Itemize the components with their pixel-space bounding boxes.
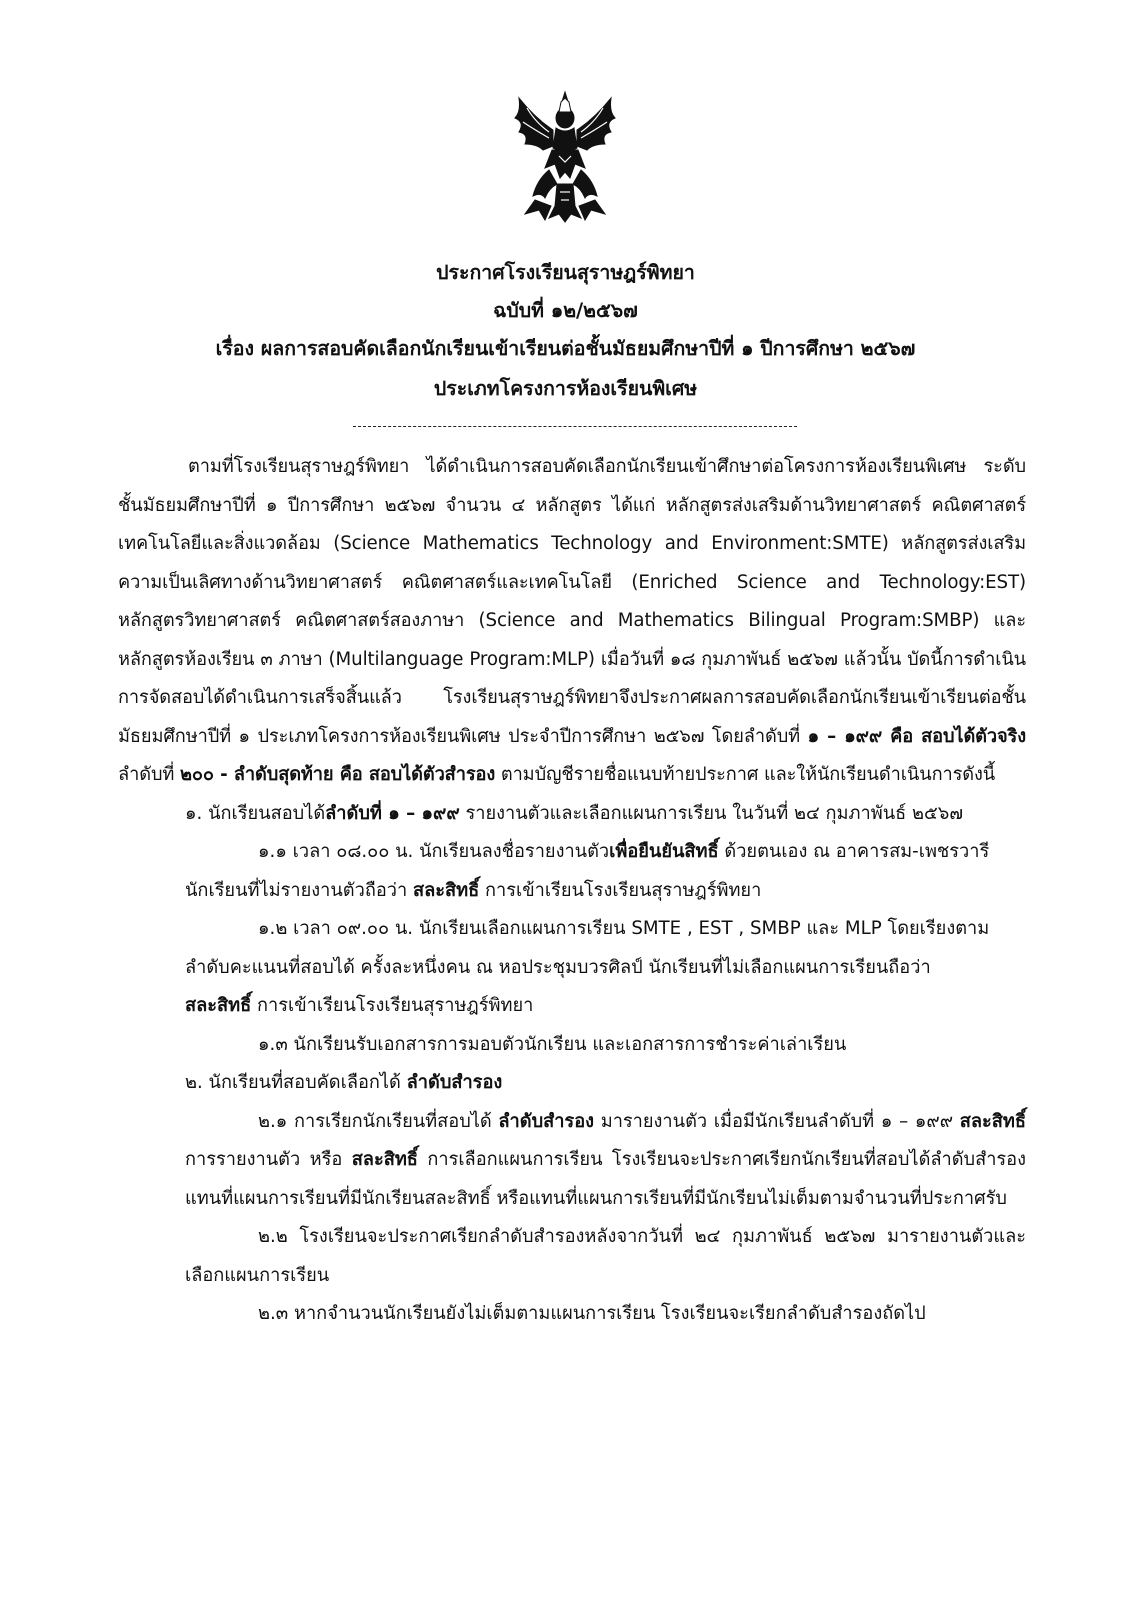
section-1-1-text-c: นักเรียนที่ไม่รายงานตัวถือว่า [185, 879, 413, 901]
section-2-1-text-d: การเลือกแผนการเรียน โรงเรียนจะประกาศเรียกนักเรียนที่สอบได้ลำดับสำรองแทนที่แผนการเรียนที่มีนักเรียนสละสิทธิ์ หรือแทนที่แผนการเรียนที่มีนักเรียนไม่เต็มตามจำนวนที่ประกาศรับ [185, 1149, 1026, 1209]
heading-number: ฉบับที่ ๑๒/๒๕๖๗ [493, 299, 638, 322]
section-2-1-bold-2: สละสิทธิ์ [959, 1110, 1026, 1132]
intro-text-2: ลำดับที่ [118, 764, 180, 785]
section-2-bold: ลำดับสำรอง [406, 1072, 503, 1093]
section-1-text-b: รายงานตัวและเลือกแผนการเรียน ในวันที่ ๒๔ กุมภาพันธ์ ๒๕๖๗ [459, 802, 963, 824]
section-1-3 [118, 1026, 1026, 1065]
section-2-3-text: ๒.๓ หากจำนวนนักเรียนยังไม่เต็มตามแผนการเรียน โรงเรียนจะเรียกลำดับสำรองถัดไป [258, 1303, 926, 1324]
section-2-2 [118, 1218, 1026, 1295]
section-1-2-text-a: ๑.๒ เวลา ๐๙.๐๐ น. นักเรียนเลือกแผนการเรียน SMTE , EST , SMBP และ MLP โดยเรียงตาม [258, 918, 990, 939]
garuda-emblem-icon [505, 88, 625, 228]
section-1-1-continued [118, 872, 1026, 911]
heading-school: ประกาศโรงเรียนสุราษฎร์พิทยา [436, 261, 695, 284]
section-2-1-text-c: การรายงานตัว หรือ [185, 1149, 352, 1170]
intro-text-1: ตามที่โรงเรียนสุราษฎร์พิทยา ได้ดำเนินการสอบคัดเลือกนักเรียนเข้าศึกษาต่อโครงการห้องเรียนพิเศษ ระดับชั้นมัธยมศึกษาปีที่ ๑ ปีการศึกษา ๒๕๖๗ จำนวน ๔ หลักสูตร ได้แก่ หลักสูตรส่งเสริมด้านวิทยาศาสตร์ คณิตศาสตร์ เทคโนโลยีและสิ่งแวดล้อม (Science Mathematics Technology and Environment:SMTE) หลักสูตรส่งเสริมความเป็นเลิศทางด้านวิทยาศาสตร์ คณิตศาสตร์และเทคโนโลยี (Enriched Science and Technology:EST) หลักสูตรวิทยาศาสตร์ คณิตศาสตร์สองภาษา (Science and Mathematics Bilingual Program:SMBP) และหลักสูตรห้องเรียน ๓ ภาษา (Multilanguage Program:MLP) เมื่อวันที่ ๑๘ กุมภาพันธ์ ๒๕๖๗ แล้วนั้น บัดนี้การดำเนินการจัดสอบได้ดำเนินการเสร็จสิ้นแล้ว โรงเรียนสุราษฎร์พิทยาจึงประกาศผลการสอบคัดเลือกนักเรียนเข้าเรียนต่อชั้นมัธยมศึกษาปีที่ ๑ ประเภทโครงการห้องเรียนพิเศษ ประจำปีการศึกษา ๒๕๖๗ โดยลำดับที่ [118, 456, 1026, 747]
divider-line [353, 416, 797, 427]
section-1 [118, 795, 1026, 834]
section-2-1-bold-1: ลำดับสำรอง [498, 1110, 595, 1132]
intro-paragraph [118, 448, 1026, 795]
heading-type: ประเภทโครงการห้องเรียนพิเศษ [433, 377, 698, 400]
intro-bold-1: ๑ – ๑๙๙ คือ สอบได้ตัวจริง [807, 725, 1026, 747]
section-1-3-text: ๑.๓ นักเรียนรับเอกสารการมอบตัวนักเรียน และเอกสารการชำระค่าเล่าเรียน [258, 1033, 847, 1055]
section-2-1-text-b: มารายงานตัว เมื่อมีนักเรียนลำดับที่ ๑ – ๑๙๙ [594, 1110, 960, 1132]
section-1-2-bold: สละสิทธิ์ [185, 995, 252, 1016]
section-1-1-text-a: ๑.๑ เวลา ๐๘.๐๐ น. นักเรียนลงชื่อรายงานตัว [258, 841, 610, 862]
section-1-2-text-b: ลำดับคะแนนที่สอบได้ ครั้งละหนึ่งคน ณ หอประชุมบวรศิลป์ นักเรียนที่ไม่เลือกแผนการเรียนถือว่า [185, 956, 931, 978]
section-2-1-text-a: ๒.๑ การเรียกนักเรียนที่สอบได้ [258, 1110, 499, 1132]
section-1-1-bold-2: สละสิทธิ์ [412, 879, 480, 901]
section-2 [118, 1064, 1026, 1103]
section-1-2-continued [118, 949, 1026, 988]
announcement-body [118, 448, 1026, 1334]
section-1-1 [118, 833, 1026, 872]
section-2-2-text: ๒.๒ โรงเรียนจะประกาศเรียกลำดับสำรองหลังจากวันที่ ๒๔ กุมภาพันธ์ ๒๕๖๗ มารายงานตัวและเลือกแผนการเรียน [185, 1226, 1026, 1286]
section-2-text-a: ๒. นักเรียนที่สอบคัดเลือกได้ [185, 1072, 407, 1093]
section-1-1-text-b: ด้วยตนเอง ณ อาคารสม-เพชรวารี [718, 841, 990, 862]
section-1-bold: ลำดับที่ ๑ – ๑๙๙ [325, 802, 460, 824]
section-2-1-bold-3: สละสิทธิ์ [351, 1149, 418, 1170]
section-1-2 [118, 910, 1026, 949]
section-1-1-bold: เพื่อยืนยันสิทธิ์ [609, 841, 719, 862]
heading-subject: เรื่อง ผลการสอบคัดเลือกนักเรียนเข้าเรียนต่อชั้นมัธยมศึกษาปีที่ ๑ ปีการศึกษา ๒๕๖๗ [215, 337, 916, 360]
section-1-2-text-c: การเข้าเรียนโรงเรียนสุราษฎร์พิทยา [251, 995, 534, 1016]
section-1-text-a: ๑. นักเรียนสอบได้ [185, 802, 326, 824]
section-1-1-text-d: การเข้าเรียนโรงเรียนสุราษฎร์พิทยา [479, 879, 762, 901]
section-2-3 [118, 1295, 1026, 1334]
intro-bold-2: ๒๐๐ - ลำดับสุดท้าย คือ สอบได้ตัวสำรอง [179, 764, 496, 785]
intro-text-3: ตามบัญชีรายชื่อแนบท้ายประกาศ และให้นักเรียนดำเนินการดังนี้ [495, 764, 996, 785]
section-2-1 [118, 1103, 1026, 1219]
section-1-2-end [118, 987, 1026, 1026]
